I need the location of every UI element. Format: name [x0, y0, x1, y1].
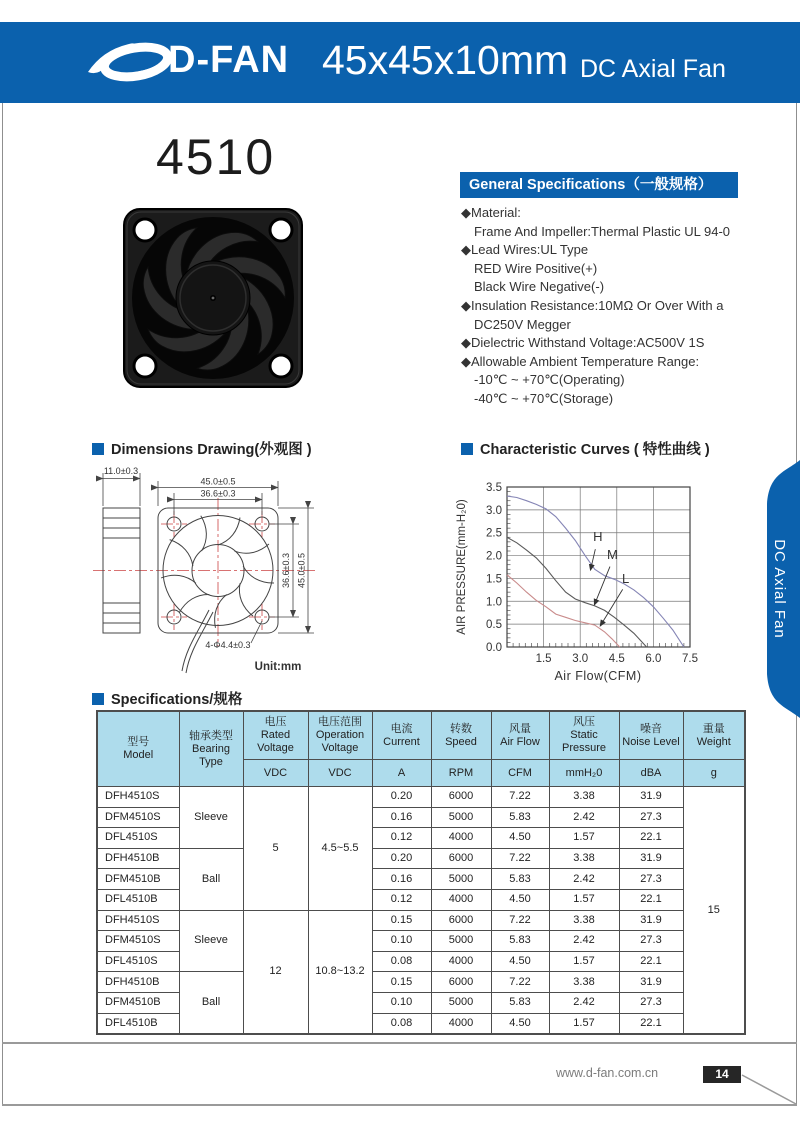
value-cell: 6000: [431, 787, 491, 808]
rated-voltage-cell: 12: [243, 910, 308, 1034]
blue-square-icon: [92, 693, 104, 705]
value-cell: 6000: [431, 910, 491, 931]
value-cell: 5000: [431, 869, 491, 890]
logo-text: D-FAN: [168, 39, 290, 81]
model-cell: DFM4510S: [97, 807, 179, 828]
value-cell: 22.1: [619, 1013, 683, 1034]
value-cell: 0.10: [372, 992, 431, 1013]
value-cell: 5000: [431, 992, 491, 1013]
table-row: [97, 972, 745, 993]
value-cell: 0.20: [372, 787, 431, 808]
table-row: [97, 910, 745, 931]
column-header: 风压 Static Pressure: [549, 711, 619, 760]
svg-text:1.5: 1.5: [535, 653, 552, 665]
unit-header: RPM: [431, 760, 491, 787]
blue-square-icon: [92, 443, 104, 455]
model-cell: DFH4510B: [97, 972, 179, 993]
section-specifications: [92, 688, 242, 709]
svg-text:1.5: 1.5: [486, 573, 502, 586]
value-cell: 31.9: [619, 787, 683, 808]
drawing-unit-label: Unit:mm: [254, 661, 302, 673]
value-cell: 4.50: [491, 889, 549, 910]
model-cell: DFL4510B: [97, 1013, 179, 1034]
operation-voltage-cell: 4.5~5.5: [308, 787, 372, 911]
dimensions-drawing: [85, 462, 420, 682]
value-cell: 5000: [431, 931, 491, 952]
value-cell: 6000: [431, 848, 491, 869]
value-cell: 5.83: [491, 869, 549, 890]
value-cell: 4000: [431, 1013, 491, 1034]
page-number-badge: 14: [703, 1066, 741, 1083]
value-cell: 0.20: [372, 848, 431, 869]
table-row: [97, 787, 745, 808]
value-cell: 0.16: [372, 869, 431, 890]
side-tab-label: DC Axial Fan: [771, 539, 788, 639]
value-cell: 3.38: [549, 848, 619, 869]
bearing-type-cell: Ball: [179, 972, 243, 1034]
value-cell: 4.50: [491, 951, 549, 972]
value-cell: 0.16: [372, 807, 431, 828]
general-specs-list: [461, 204, 761, 409]
value-cell: 5000: [431, 807, 491, 828]
page-title: 45x45x10mm: [322, 37, 569, 83]
value-cell: 1.57: [549, 951, 619, 972]
value-cell: 0.08: [372, 951, 431, 972]
bearing-type-cell: Sleeve: [179, 787, 243, 849]
model-cell: DFH4510B: [97, 848, 179, 869]
spec-list-item: RED Wire Positive(+): [474, 260, 598, 276]
unit-header: A: [372, 760, 431, 787]
value-cell: 4000: [431, 828, 491, 849]
section-characteristic-curves: [461, 438, 710, 459]
spec-list-item: ◆Lead Wires:UL Type: [461, 242, 589, 258]
value-cell: 22.1: [619, 951, 683, 972]
value-cell: 0.08: [372, 1013, 431, 1034]
fan-product-image: [118, 203, 308, 393]
spec-list-item: -40℃ ~ +70℃(Storage): [474, 390, 614, 406]
svg-text:3.0: 3.0: [486, 504, 502, 517]
svg-text:3.0: 3.0: [572, 653, 589, 665]
svg-text:2.5: 2.5: [486, 527, 502, 540]
column-header: 电压 Rated Voltage: [243, 711, 308, 760]
model-cell: DFL4510S: [97, 951, 179, 972]
value-cell: 7.22: [491, 910, 549, 931]
value-cell: 1.57: [549, 828, 619, 849]
dfan-logo-icon: [86, 36, 172, 88]
value-cell: 6000: [431, 972, 491, 993]
dim-holes: 4-Φ4.4±0.3: [205, 640, 251, 650]
svg-text:6.0: 6.0: [645, 653, 662, 665]
svg-text:0.5: 0.5: [486, 619, 502, 632]
svg-text:1.0: 1.0: [486, 596, 502, 609]
value-cell: 0.15: [372, 910, 431, 931]
value-cell: 3.38: [549, 910, 619, 931]
value-cell: 4.50: [491, 1013, 549, 1034]
column-header: 电压范围 Operation Voltage: [308, 711, 372, 760]
value-cell: 22.1: [619, 889, 683, 910]
value-cell: 5.83: [491, 931, 549, 952]
spec-list-item: ◆Dielectric Withstand Voltage:AC500V 1S: [461, 335, 705, 351]
value-cell: 0.12: [372, 828, 431, 849]
value-cell: 22.1: [619, 828, 683, 849]
value-cell: 3.38: [549, 972, 619, 993]
value-cell: 3.38: [549, 787, 619, 808]
bearing-type-cell: Sleeve: [179, 910, 243, 972]
dim-width: 45.0±0.5: [200, 476, 236, 487]
product-model-title: 4510: [156, 129, 276, 185]
value-cell: 4000: [431, 951, 491, 972]
model-cell: DFL4510B: [97, 889, 179, 910]
svg-text:L: L: [621, 571, 630, 586]
section-curves-label: Characteristic Curves ( 特性曲线 ): [480, 442, 710, 458]
value-cell: 2.42: [549, 931, 619, 952]
value-cell: 27.3: [619, 992, 683, 1013]
column-header: 型号 Model: [97, 711, 179, 787]
dim-height: 45.0±0.5: [296, 553, 307, 588]
model-cell: DFM4510S: [97, 931, 179, 952]
svg-text:M: M: [606, 547, 618, 563]
spec-list-item: ◆Insulation Resistance:10MΩ Or Over With a: [461, 297, 724, 313]
value-cell: 2.42: [549, 869, 619, 890]
rated-voltage-cell: 5: [243, 787, 308, 911]
blue-square-icon: [461, 443, 473, 455]
value-cell: 31.9: [619, 972, 683, 993]
spec-list-item: Black Wire Negative(-): [474, 279, 605, 295]
footer-website-link[interactable]: www.d-fan.com.cn: [556, 1066, 659, 1080]
value-cell: 2.42: [549, 807, 619, 828]
value-cell: 1.57: [549, 889, 619, 910]
footer-divider-bottom: [2, 1104, 797, 1106]
characteristic-curves-chart: [455, 465, 755, 683]
value-cell: 0.12: [372, 889, 431, 910]
value-cell: 7.22: [491, 848, 549, 869]
value-cell: 4.50: [491, 828, 549, 849]
spec-list-item: ◆Allowable Ambient Temperature Range:: [461, 353, 700, 369]
y-axis-label: AIR PRESSURE(mm-H₂0): [456, 499, 468, 635]
dim-hole-pitch: 36.6±0.3: [200, 488, 236, 499]
value-cell: 31.9: [619, 910, 683, 931]
value-cell: 7.22: [491, 972, 549, 993]
spec-list-item: DC250V Megger: [474, 316, 571, 332]
svg-text:2.0: 2.0: [486, 550, 502, 563]
value-cell: 0.15: [372, 972, 431, 993]
svg-text:4.5: 4.5: [608, 653, 625, 665]
page-border-left: [2, 103, 3, 1106]
section-specs-label: Specifications/规格: [111, 692, 243, 708]
value-cell: 5.83: [491, 992, 549, 1013]
section-dimensions-drawing: [92, 438, 312, 459]
value-cell: 27.3: [619, 931, 683, 952]
value-cell: 1.57: [549, 1013, 619, 1034]
weight-cell: 15: [683, 787, 745, 1035]
unit-header: dBA: [619, 760, 683, 787]
spec-list-item: Frame And Impeller:Thermal Plastic UL 94-0: [474, 223, 731, 239]
column-header: 电流 Current: [372, 711, 431, 760]
svg-text:7.5: 7.5: [682, 653, 698, 665]
unit-header: VDC: [308, 760, 372, 787]
value-cell: 7.22: [491, 787, 549, 808]
footer-divider-top: [2, 1042, 797, 1044]
header-band: [0, 22, 800, 103]
value-cell: 0.10: [372, 931, 431, 952]
column-header: 噪音 Noise Level: [619, 711, 683, 760]
table-row: [97, 848, 745, 869]
column-header: 轴承类型 Bearing Type: [179, 711, 243, 787]
section-dimensions-label: Dimensions Drawing(外观图 ): [111, 442, 312, 458]
value-cell: 2.42: [549, 992, 619, 1013]
model-cell: DFL4510S: [97, 828, 179, 849]
side-tab: [757, 460, 800, 718]
spec-list-item: ◆Material:: [461, 205, 521, 220]
svg-text:0.0: 0.0: [486, 642, 502, 654]
x-axis-label: Air Flow(CFM): [554, 669, 642, 683]
operation-voltage-cell: 10.8~13.2: [308, 910, 372, 1034]
dim-hole-pitch-v: 36.6±0.3: [281, 553, 291, 588]
specifications-table: [96, 710, 746, 1035]
model-cell: DFM4510B: [97, 869, 179, 890]
column-header: 重量 Weight: [683, 711, 745, 760]
spec-list-item: -10℃ ~ +70℃(Operating): [474, 372, 625, 388]
unit-header: VDC: [243, 760, 308, 787]
unit-header: g: [683, 760, 745, 787]
value-cell: 31.9: [619, 848, 683, 869]
unit-header: CFM: [491, 760, 549, 787]
footer-diagonal-decoration: [740, 1072, 798, 1106]
value-cell: 27.3: [619, 807, 683, 828]
model-cell: DFM4510B: [97, 992, 179, 1013]
column-header: 风量 Air Flow: [491, 711, 549, 760]
bearing-type-cell: Ball: [179, 848, 243, 910]
svg-text:H: H: [593, 528, 603, 544]
value-cell: 27.3: [619, 869, 683, 890]
general-specs-title: General Specifications（一般规格）: [460, 172, 738, 198]
model-cell: DFH4510S: [97, 910, 179, 931]
dim-thickness: 11.0±0.3: [103, 466, 139, 476]
page-subtitle: DC Axial Fan: [580, 55, 726, 83]
model-cell: DFH4510S: [97, 787, 179, 808]
svg-text:3.5: 3.5: [486, 482, 502, 494]
value-cell: 5.83: [491, 807, 549, 828]
value-cell: 4000: [431, 889, 491, 910]
unit-header: mmH₂0: [549, 760, 619, 787]
column-header: 转数 Speed: [431, 711, 491, 760]
